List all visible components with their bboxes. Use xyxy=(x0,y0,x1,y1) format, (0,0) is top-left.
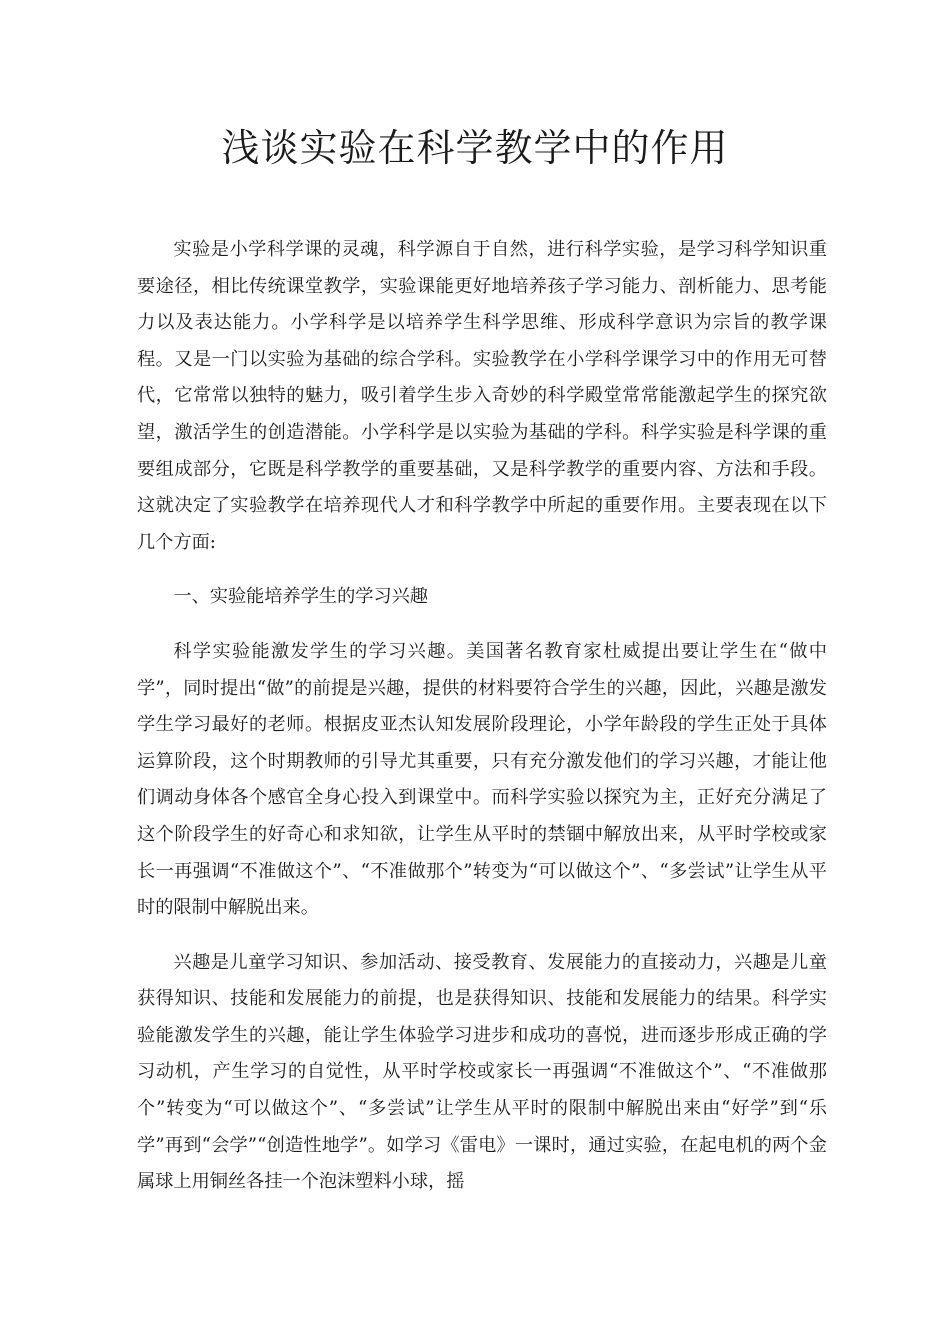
paragraph-gap xyxy=(137,616,827,634)
section-heading: 一、实验能培养学生的学习兴趣 xyxy=(173,586,429,608)
paragraph-gap xyxy=(137,561,827,579)
intro-paragraph: 实验是小学科学课的灵魂，科学源自于自然，进行科学实验，是学习科学知识重要途径，相比传统课堂教学，实验课能更好地培养孩子学习能力、剖析能力、思考能力以及表达能力。小学科学是以培养学生科学思维、形成科学意识为宗旨的教学课程。又是一门以实验为基础的综合学科。实验教学在小学科学课学习中的作用无可替代，它常常以独特的魅力，吸引着学生步入奇妙的科学殿堂常常能激起学生的探究欲望，激活学生的创造潜能。小学科学是以实验为基础的学科。科学实验是科学课的重要组成部分，它既是科学教学的重要基础，又是科学教学的重要内容、方法和手段。这就决定了实验教学在培养现代人才和科学教学中所起的重要作用。主要表现在以下几个方面: xyxy=(137,239,827,553)
document-body xyxy=(137,232,827,1201)
body-paragraph: 兴趣是儿童学习知识、参加活动、接受教育、发展能力的直接动力，兴趣是儿童获得知识、技能和发展能力的前提，也是获得知识、技能和发展能力的结果。科学实验能激发学生的兴趣，能让学生体验学习进步和成功的喜悦，进而逐步形成正确的学习动机，产生学习的自觉性，从平时学校或家长一再强调“不准做这个”、“不准做那个”转变为“可以做这个”、“多尝试”让学生从平时的限制中解脱出来由“好学”到“乐学”再到“会学”“创造性地学”。如学习《雷电》一课时，通过实验，在起电机的两个金属球上用铜丝各挂一个泡沫塑料小球，摇 xyxy=(137,951,827,1193)
body-paragraph: 科学实验能激发学生的学习兴趣。美国著名教育家杜威提出要让学生在“做中学”，同时提出“做”的前提是兴趣，提供的材料要符合学生的兴趣，因此，兴趣是激发学生学习最好的老师。根据皮亚杰认知发展阶段理论，小学年龄段的学生正处于具体运算阶段，这个时期教师的引导尤其重要，只有充分激发他们的学习兴趣，才能让他们调动身体各个感官全身心投入到课堂中。而科学实验以探究为主，正好充分满足了这个阶段学生的好奇心和求知欲，让学生从平时的禁锢中解放出来，从平时学校或家长一再强调“不准做这个”、“不准做那个”转变为“可以做这个”、“多尝试”让学生从平时的限制中解脱出来。 xyxy=(137,640,827,919)
document-title: 浅谈实验在科学教学中的作用 xyxy=(221,126,729,170)
paragraph-gap xyxy=(137,927,827,945)
